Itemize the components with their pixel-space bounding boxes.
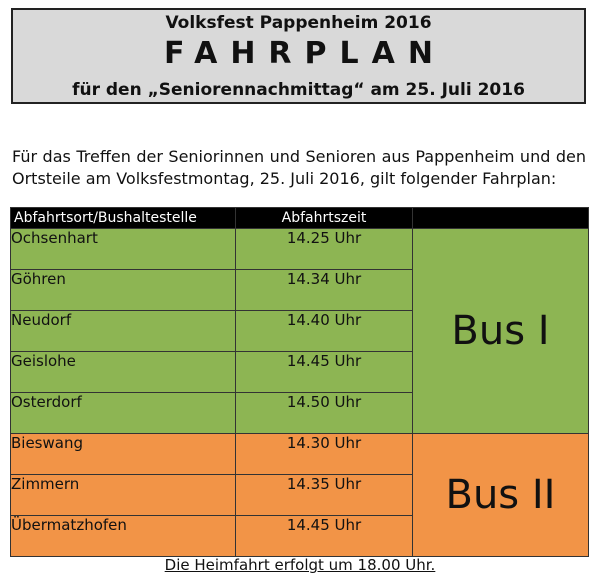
bus-label: Bus II <box>413 434 589 557</box>
bus-label: Bus I <box>413 229 589 434</box>
column-header-bus <box>413 208 589 229</box>
schedule-table <box>10 207 589 557</box>
column-header-time: Abfahrtszeit <box>236 208 413 229</box>
event-subtitle: für den „Seniorennachmittag“ am 25. Juli 2016 <box>72 80 525 100</box>
stop-name: Neudorf <box>11 311 236 352</box>
departure-time: 14.40 Uhr <box>236 311 413 352</box>
return-trip-note: Die Heimfahrt erfolgt um 18.00 Uhr. <box>164 556 436 574</box>
departure-time: 14.30 Uhr <box>236 434 413 475</box>
departure-time: 14.25 Uhr <box>236 229 413 270</box>
stop-name: Ochsenhart <box>11 229 236 270</box>
departure-time: 14.34 Uhr <box>236 270 413 311</box>
stop-name: Übermatzhofen <box>11 516 236 557</box>
stop-name: Geislohe <box>11 352 236 393</box>
stop-name: Zimmern <box>11 475 236 516</box>
stop-name: Osterdorf <box>11 393 236 434</box>
departure-time: 14.50 Uhr <box>236 393 413 434</box>
page-title: FAHRPLAN <box>164 36 446 71</box>
departure-time: 14.45 Uhr <box>236 352 413 393</box>
column-header-place: Abfahrtsort/Bushaltestelle <box>11 208 236 229</box>
departure-time: 14.35 Uhr <box>236 475 413 516</box>
departure-time: 14.45 Uhr <box>236 516 413 557</box>
table-header-row <box>11 208 589 229</box>
stop-name: Göhren <box>11 270 236 311</box>
intro-text: Für das Treffen der Seniorinnen und Senioren aus Pappenheim und den Ortsteile am Volksfestmontag, 25. Juli 2016, gilt folgender Fahrplan: <box>12 147 586 188</box>
title-box <box>11 8 586 104</box>
table-row <box>11 434 589 475</box>
stop-name: Bieswang <box>11 434 236 475</box>
event-title: Volksfest Pappenheim 2016 <box>165 13 432 33</box>
table-row <box>11 229 589 270</box>
